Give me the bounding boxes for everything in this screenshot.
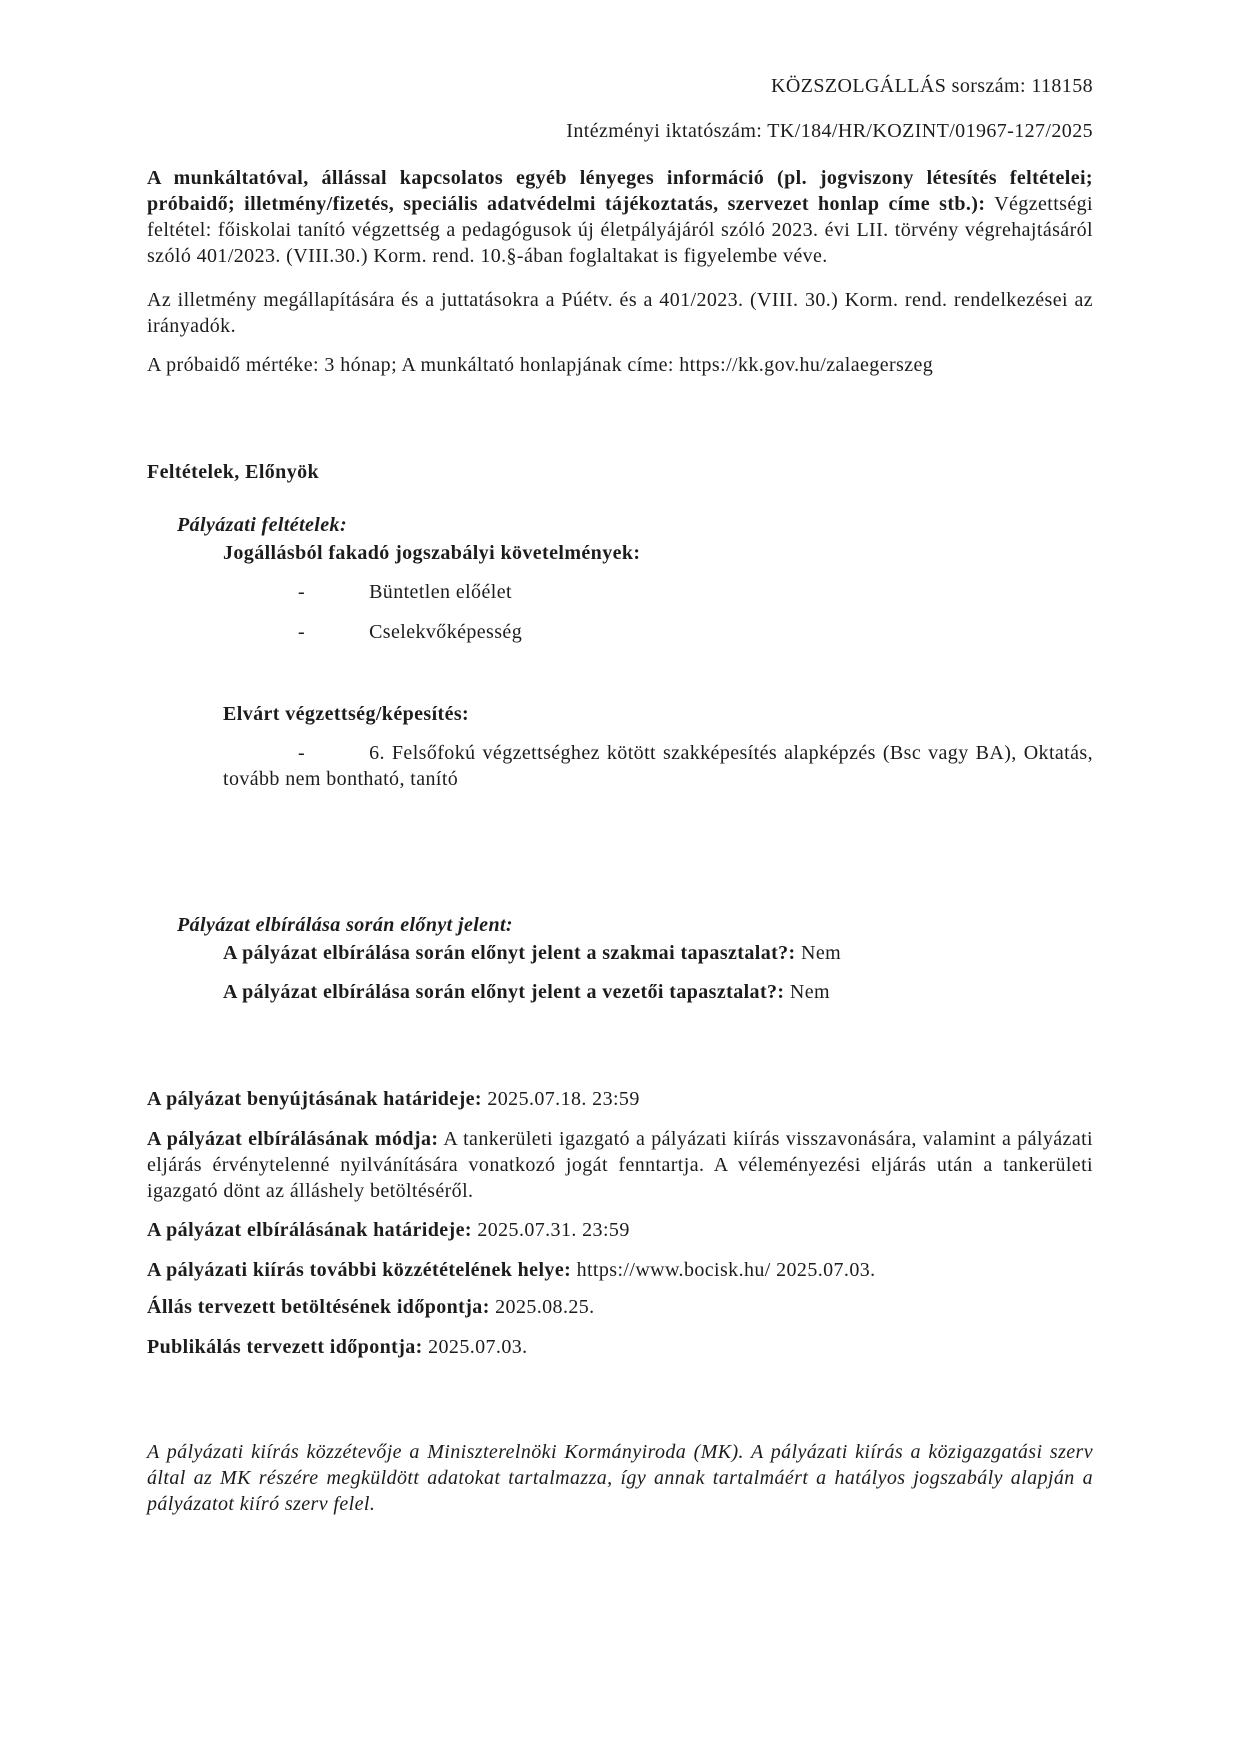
bullet-dash: - bbox=[298, 581, 306, 603]
advantage-question: A pályázat elbírálása során előnyt jelent a szakmai tapasztalat?: bbox=[223, 942, 796, 964]
detail-row bbox=[147, 1294, 1093, 1320]
other-info-paragraph bbox=[147, 165, 1093, 269]
detail-value: 2025.07.31. 23:59 bbox=[477, 1219, 630, 1241]
detail-row bbox=[147, 1257, 1093, 1283]
detail-value: https://www.bocisk.hu/ 2025.07.03. bbox=[576, 1259, 876, 1281]
advantages-section bbox=[147, 912, 1093, 1005]
application-conditions-title: Pályázati feltételek: bbox=[177, 514, 348, 536]
legal-requirement-text: Cselekvőképesség bbox=[369, 621, 523, 643]
advantage-answer: Nem bbox=[801, 942, 842, 964]
education-item-text: 6. Felsőfokú végzettséghez kötött szakképesítés alapképzés (Bsc vagy BA), Oktatás, tovább nem bontható, tanító bbox=[223, 742, 1093, 790]
detail-value: 2025.08.25. bbox=[495, 1296, 595, 1318]
detail-value: A tankerületi igazgató a pályázati kiírás visszavonására, valamint a pályázati eljárás érvénytelenné nyilvánítására vonatkozó jogát fenntartja. A véleményezési eljárás után a tankerületi igazgató dönt az álláshely betöltéséről. bbox=[147, 1128, 1094, 1202]
bullet-dash: - bbox=[298, 742, 306, 764]
detail-label: A pályázati kiírás további közzétételének helye: bbox=[147, 1259, 572, 1281]
education-title: Elvárt végzettség/képesítés: bbox=[223, 703, 470, 725]
detail-row bbox=[147, 1086, 1093, 1112]
serial-number: KÖZSZOLGÁLLÁS sorszám: 118158 bbox=[771, 75, 1093, 97]
detail-value: 2025.07.03. bbox=[428, 1336, 528, 1358]
conditions-section bbox=[147, 459, 1093, 792]
probation-paragraph: A próbaidő mértéke: 3 hónap; A munkáltató honlapjának címe: https://kk.gov.hu/zalaegerszeg bbox=[147, 354, 934, 376]
detail-value: 2025.07.18. 23:59 bbox=[487, 1088, 640, 1110]
allowance-paragraph: Az illetmény megállapítására és a juttatásokra a Púétv. és a 401/2023. (VIII. 30.) Korm. rend. rendelkezései az irányadók. bbox=[147, 289, 1093, 337]
advantage-answer: Nem bbox=[789, 981, 830, 1003]
list-item bbox=[223, 619, 1093, 645]
registry-number: Intézményi iktatószám: TK/184/HR/KOZINT/01967-127/2025 bbox=[566, 120, 1093, 142]
advantage-question: A pályázat elbírálása során előnyt jelent a vezetői tapasztalat?: bbox=[223, 981, 785, 1003]
other-info-label: A munkáltatóval, állással kapcsolatos egyéb lényeges információ (pl. jogviszony létesítés feltételei; próbaidő; illetmény/fizetés, speciális adatvédelmi tájékoztatás, szervezet honlap címe stb.): bbox=[147, 167, 1093, 215]
list-item bbox=[223, 579, 1093, 605]
legal-requirement-text: Büntetlen előélet bbox=[369, 581, 512, 603]
detail-label: Publikálás tervezett időpontja: bbox=[147, 1336, 423, 1358]
other-info-text: Végzettségi feltétel: főiskolai tanító végzettség a pedagógusok új életpályájáról szóló 2023. évi LII. törvény végrehajtásáról szóló 401/2023. (VIII.30.) Korm. rend. 10.§-ában foglaltakat is figyelembe véve. bbox=[147, 193, 1093, 267]
intro-section bbox=[147, 165, 1093, 378]
bullet-dash: - bbox=[298, 621, 306, 643]
detail-label: Állás tervezett betöltésének időpontja: bbox=[147, 1296, 490, 1318]
detail-row bbox=[147, 1217, 1093, 1243]
detail-label: A pályázat benyújtásának határideje: bbox=[147, 1088, 482, 1110]
legal-requirements-title: Jogállásból fakadó jogszabályi követelmények: bbox=[223, 542, 641, 564]
advantage-row bbox=[223, 979, 1093, 1005]
detail-label: A pályázat elbírálásának határideje: bbox=[147, 1219, 472, 1241]
detail-row bbox=[147, 1126, 1093, 1204]
conditions-section-title: Feltételek, Előnyök bbox=[147, 461, 320, 483]
advantages-section-title: Pályázat elbírálása során előnyt jelent: bbox=[177, 914, 513, 936]
list-item bbox=[223, 740, 1093, 792]
detail-row bbox=[147, 1334, 1093, 1360]
detail-label: A pályázat elbírálásának módja: bbox=[147, 1128, 439, 1150]
publisher-disclaimer: A pályázati kiírás közzétevője a Miniszterelnöki Kormányiroda (MK). A pályázati kiírás a közigazgatási szerv által az MK részére megküldött adatokat tartalmazza, így annak tartalmáért a hatályos jogszabály alapján a pályázatot kiíró szerv felel. bbox=[147, 1441, 1093, 1515]
document-header bbox=[147, 73, 1093, 144]
details-section bbox=[147, 1086, 1093, 1360]
advantage-row bbox=[223, 940, 1093, 966]
